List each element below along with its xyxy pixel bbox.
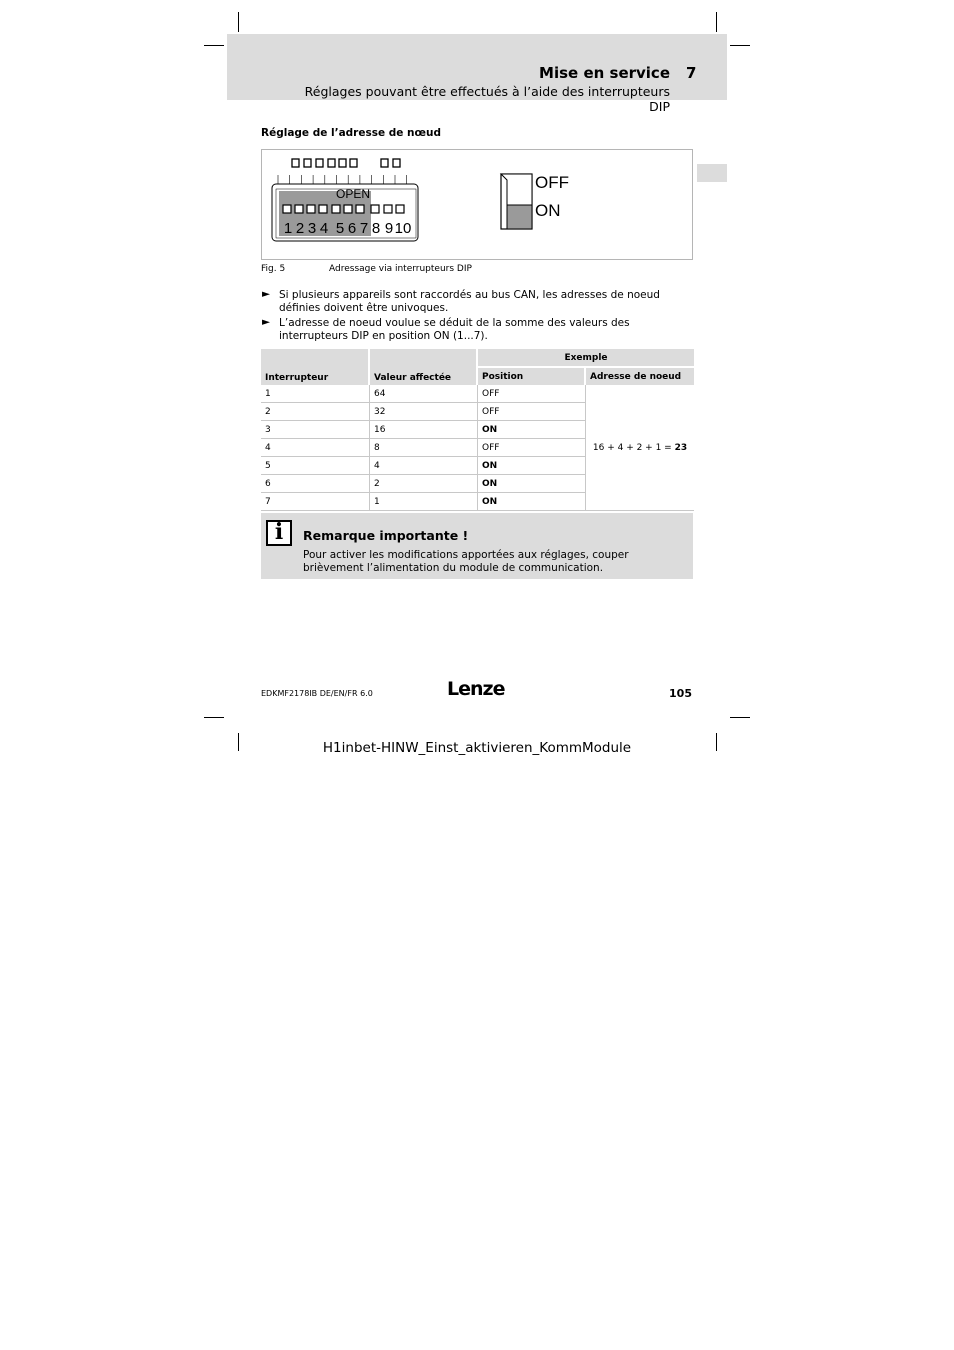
- cell-switch: 2: [261, 403, 370, 421]
- cell-switch: 1: [261, 385, 370, 403]
- table-row: [261, 385, 694, 403]
- info-icon: [266, 520, 292, 546]
- bullet-text: L’adresse de noeud voulue se déduit de la somme des valeurs des interrupteurs DIP en position ON (1...7).: [279, 317, 630, 342]
- dip-top-indicator: [328, 159, 335, 167]
- dip-switch-square: [384, 205, 392, 213]
- dip-number-row: [284, 220, 412, 237]
- cell-switch: 3: [261, 421, 370, 439]
- dip-top-indicators: [292, 159, 400, 167]
- dip-switch-square: [344, 205, 352, 213]
- cell-position: ON: [478, 421, 586, 439]
- address-table: [261, 349, 694, 511]
- dip-number: 4: [319, 220, 329, 237]
- cell-position: OFF: [478, 439, 586, 457]
- cell-value: 64: [370, 385, 478, 403]
- note-title: Remarque importante !: [303, 528, 469, 543]
- dip-switch-square: [332, 205, 340, 213]
- cell-switch: 5: [261, 457, 370, 475]
- switch-on-label: ON: [535, 201, 561, 220]
- bullet-marker: ►: [262, 316, 271, 328]
- cell-position: ON: [478, 493, 586, 511]
- figure-caption-text: Adressage via interrupteurs DIP: [329, 264, 472, 274]
- dip-switch-square: [283, 205, 291, 213]
- crop-mark: [204, 717, 224, 718]
- cell-switch: 4: [261, 439, 370, 457]
- cell-address: [586, 385, 694, 511]
- page-number: 105: [669, 687, 692, 700]
- side-tab-marker: [697, 164, 727, 182]
- cell-position: OFF: [478, 385, 586, 403]
- chapter-title: Mise en service: [539, 64, 670, 82]
- dip-switch-square: [371, 205, 379, 213]
- header-example: Exemple: [478, 349, 694, 368]
- header-address: Adresse de noeud: [586, 368, 694, 385]
- chapter-number: 7: [686, 64, 697, 82]
- dip-top-indicator: [350, 159, 357, 167]
- file-name: H1inbet-HINW_Einst_aktivieren_KommModule: [322, 740, 632, 756]
- cell-switch: 7: [261, 493, 370, 511]
- figure-caption-number: Fig. 5: [261, 264, 286, 274]
- dip-switch-row: [283, 205, 404, 213]
- cell-position: ON: [478, 457, 586, 475]
- info-icon-glyph: i: [274, 519, 284, 545]
- dip-top-indicator: [316, 159, 323, 167]
- dip-number: 7: [359, 220, 369, 237]
- crop-mark: [730, 45, 750, 46]
- address-result: 23: [674, 442, 688, 453]
- dip-top-indicator: [304, 159, 311, 167]
- dip-tick-marks: [278, 175, 407, 184]
- cell-switch: 6: [261, 475, 370, 493]
- header-position: Position: [478, 368, 586, 385]
- dip-number: 9: [384, 220, 394, 237]
- crop-mark: [204, 45, 224, 46]
- dip-switch-square: [356, 205, 364, 213]
- dip-number: 8: [371, 220, 381, 237]
- dip-number: 3: [307, 220, 317, 237]
- crop-mark: [730, 717, 750, 718]
- dip-open-label: OPEN: [335, 187, 371, 201]
- cell-value: 8: [370, 439, 478, 457]
- header-value: Valeur affectée: [370, 349, 478, 385]
- dip-switch-illustration: [261, 149, 693, 260]
- cell-position: OFF: [478, 403, 586, 421]
- dip-top-indicator: [339, 159, 346, 167]
- cell-position: ON: [478, 475, 586, 493]
- dip-number: 5: [335, 220, 345, 237]
- lenze-logo: Lenze: [447, 678, 505, 700]
- header-switch: Interrupteur: [261, 349, 370, 385]
- crop-mark: [238, 12, 239, 32]
- cell-value: 1: [370, 493, 478, 511]
- dip-number: 6: [347, 220, 357, 237]
- dip-top-indicator: [292, 159, 299, 167]
- dip-switch-square: [396, 205, 404, 213]
- cell-value: 32: [370, 403, 478, 421]
- chapter-subtitle: Réglages pouvant être effectués à l’aide des interrupteurs DIP: [304, 84, 670, 114]
- bullet-text: Si plusieurs appareils sont raccordés au bus CAN, les adresses de noeud définies doivent être univoques.: [279, 289, 660, 314]
- switch-off-label: OFF: [535, 173, 569, 192]
- table-body: [261, 385, 694, 511]
- crop-mark: [716, 12, 717, 32]
- cell-value: 4: [370, 457, 478, 475]
- cell-value: 16: [370, 421, 478, 439]
- dip-top-indicator: [393, 159, 400, 167]
- dip-switch-square: [295, 205, 303, 213]
- footer-doc-code: EDKMF2178IB DE/EN/FR 6.0: [261, 689, 373, 698]
- dip-number: 1: [283, 220, 293, 237]
- dip-switch-square: [319, 205, 327, 213]
- dip-switch-square: [307, 205, 315, 213]
- section-heading: Réglage de l’adresse de nœud: [261, 127, 442, 139]
- cell-value: 2: [370, 475, 478, 493]
- address-formula: 16 + 4 + 2 + 1 =: [592, 442, 675, 453]
- note-text: Pour activer les modifications apportées aux réglages, couper brièvement l’alimentation du module de communication.: [303, 549, 629, 574]
- dip-number: 2: [295, 220, 305, 237]
- toggle-switch-lever-shadow: [507, 205, 532, 229]
- bullet-marker: ►: [262, 288, 271, 300]
- dip-top-indicator: [381, 159, 388, 167]
- dip-number: 10: [394, 220, 412, 237]
